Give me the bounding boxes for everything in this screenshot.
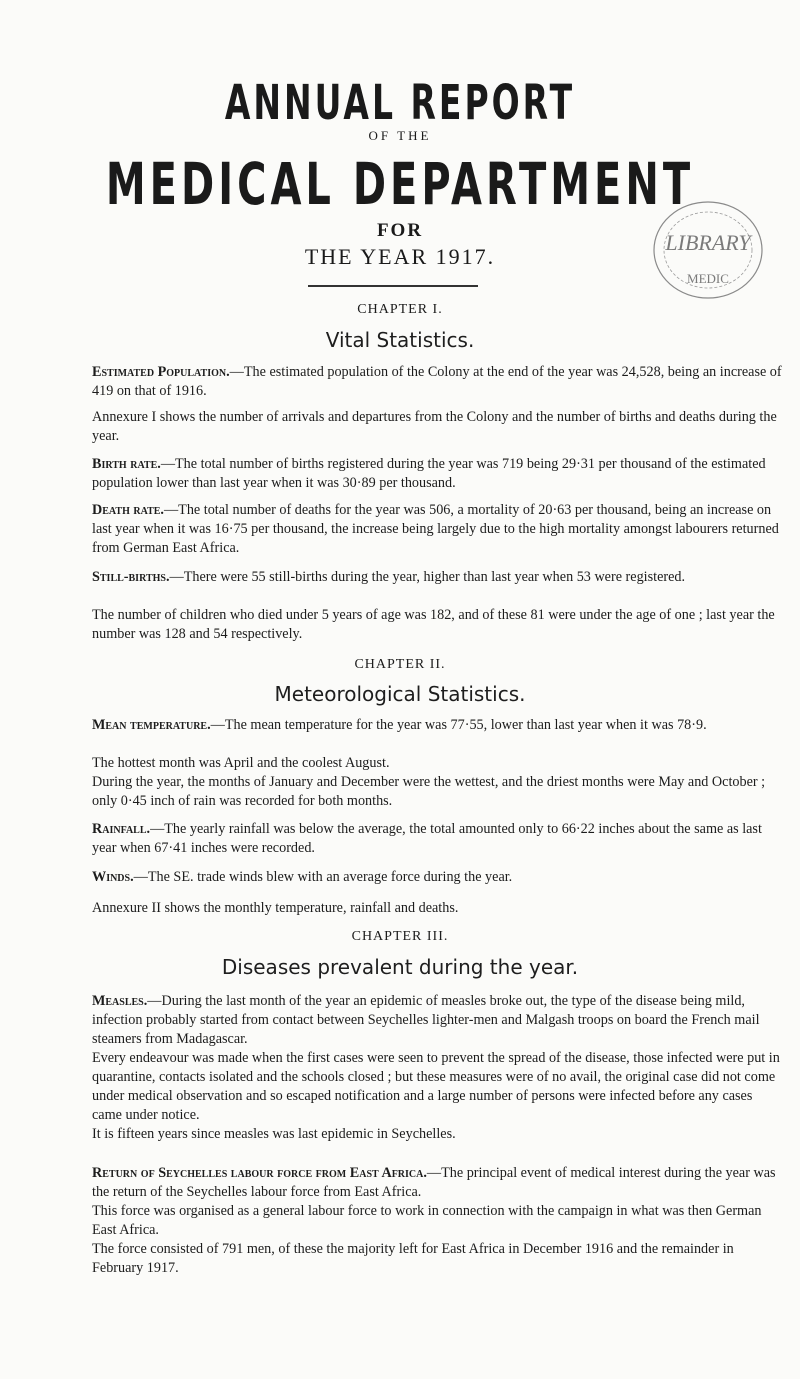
rainfall-text: —The yearly rainfall was below the average, the total amounted only to 66·22 inches about the same as last year when 67·41 inches were recorded.: [92, 821, 762, 856]
winds-text: —The SE. trade winds blew with an average force during the year.: [133, 869, 513, 885]
report-year: THE YEAR 1917.: [304, 244, 496, 269]
death-rate-paragraph: [92, 501, 782, 558]
title-divider: [308, 285, 478, 287]
mean-temperature-paragraph: [92, 716, 782, 735]
annexure-2-paragraph: Annexure II shows the monthly temperature, rainfall and deaths.: [92, 900, 459, 916]
annexure-1-paragraph: Annexure I shows the number of arrivals and departures from the Colony and the number of births and deaths during the year.: [92, 409, 777, 444]
chapter-2-heading: Meteorological Statistics.: [274, 682, 526, 706]
wettest-months-paragraph: During the year, the months of January and December were the wettest, and the driest months were May and October ; only 0·45 inch of rain was recorded for both months.: [92, 774, 766, 809]
stillbirths-lead: Still-births.: [92, 569, 170, 585]
population-lead: Estimated Population.: [92, 364, 230, 380]
labour-force-text: —The principal event of medical interest during the year was the return of the Seychelles labour force from East Africa.: [92, 1165, 776, 1200]
chapter-1-label: CHAPTER I.: [357, 302, 443, 317]
labour-force-lead: Return of Seychelles labour force from East Africa.: [92, 1165, 427, 1181]
population-paragraph: [92, 363, 782, 401]
stillbirths-paragraph: [92, 568, 782, 587]
death-rate-lead: Death rate.: [92, 502, 164, 518]
rainfall-lead: Rainfall.: [92, 821, 151, 837]
population-text: —The estimated population of the Colony at the end of the year was 24,528, being an increase of 419 on that of 1916.: [92, 364, 782, 399]
rainfall-paragraph: [92, 820, 782, 858]
library-stamp-icon: [648, 195, 768, 305]
measles-lead: Measles.: [92, 993, 148, 1009]
labour-force-paragraph: [92, 1164, 782, 1202]
department-title: MEDICAL DEPARTMENT: [105, 152, 695, 219]
title-for: FOR: [376, 220, 424, 241]
winds-lead: Winds.: [92, 869, 134, 885]
winds-paragraph: [92, 868, 782, 887]
death-rate-text: —The total number of deaths for the year was 506, a mortality of 20·63 per thousand, being an increase on last year when it was 16·75 per thousand, the increase being largely due to the high mortality amongst labourers returned from German East Africa.: [92, 502, 779, 556]
birth-rate-lead: Birth rate.: [92, 456, 161, 472]
chapter-1-heading: Vital Statistics.: [325, 328, 475, 352]
mean-temperature-text: —The mean temperature for the year was 77·55, lower than last year when it was 78·9.: [210, 717, 707, 733]
chapter-3-heading: Diseases prevalent during the year.: [221, 955, 579, 979]
birth-rate-paragraph: [92, 455, 782, 493]
birth-rate-text: —The total number of births registered during the year was 719 being 29·31 per thousand of the estimated population lower than last year when it was 30·89 per thousand.: [92, 456, 766, 491]
measles-endeavour-paragraph: Every endeavour was made when the first cases were seen to prevent the spread of the disease, those infected were put in quarantine, contacts isolated and the schools closed ; but these measures were of no avail, the original case did not come under medical observation and so escaped notification and a large number of persons were infected before any cases came under notice.: [92, 1050, 780, 1123]
stamp-library-text: LIBRARY: [665, 230, 751, 255]
chapter-2-label: CHAPTER II.: [354, 657, 446, 672]
hottest-month-paragraph: The hottest month was April and the coolest August.: [92, 755, 390, 771]
children-paragraph: The number of children who died under 5 years of age was 182, and of these 81 were under the age of one ; last year the number was 128 and 54 respectively.: [92, 607, 775, 642]
measles-text: —During the last month of the year an epidemic of measles broke out, the type of the disease being mild, infection probably started from contact between Seychelles lighter-men and Malgash troops on board the French mail steamers from Madagascar.: [92, 993, 760, 1047]
measles-paragraph: [92, 992, 782, 1049]
force-organised-paragraph: This force was organised as a general labour force to work in connection with the campaign in what was then German East Africa.: [92, 1203, 762, 1238]
report-title: ANNUAL REPORT: [224, 74, 576, 131]
stillbirths-text: —There were 55 still-births during the year, higher than last year when 53 were registered.: [169, 569, 686, 585]
title-of-the: OF THE: [368, 128, 432, 143]
force-consisted-paragraph: The force consisted of 791 men, of these the majority left for East Africa in December 1916 and the remainder in February 1917.: [92, 1241, 734, 1276]
measles-epidemic-paragraph: It is fifteen years since measles was last epidemic in Seychelles.: [92, 1126, 456, 1142]
chapter-3-label: CHAPTER III.: [351, 929, 449, 944]
mean-temperature-lead: Mean temperature.: [92, 717, 211, 733]
stamp-medic-text: MEDIC: [687, 271, 729, 286]
